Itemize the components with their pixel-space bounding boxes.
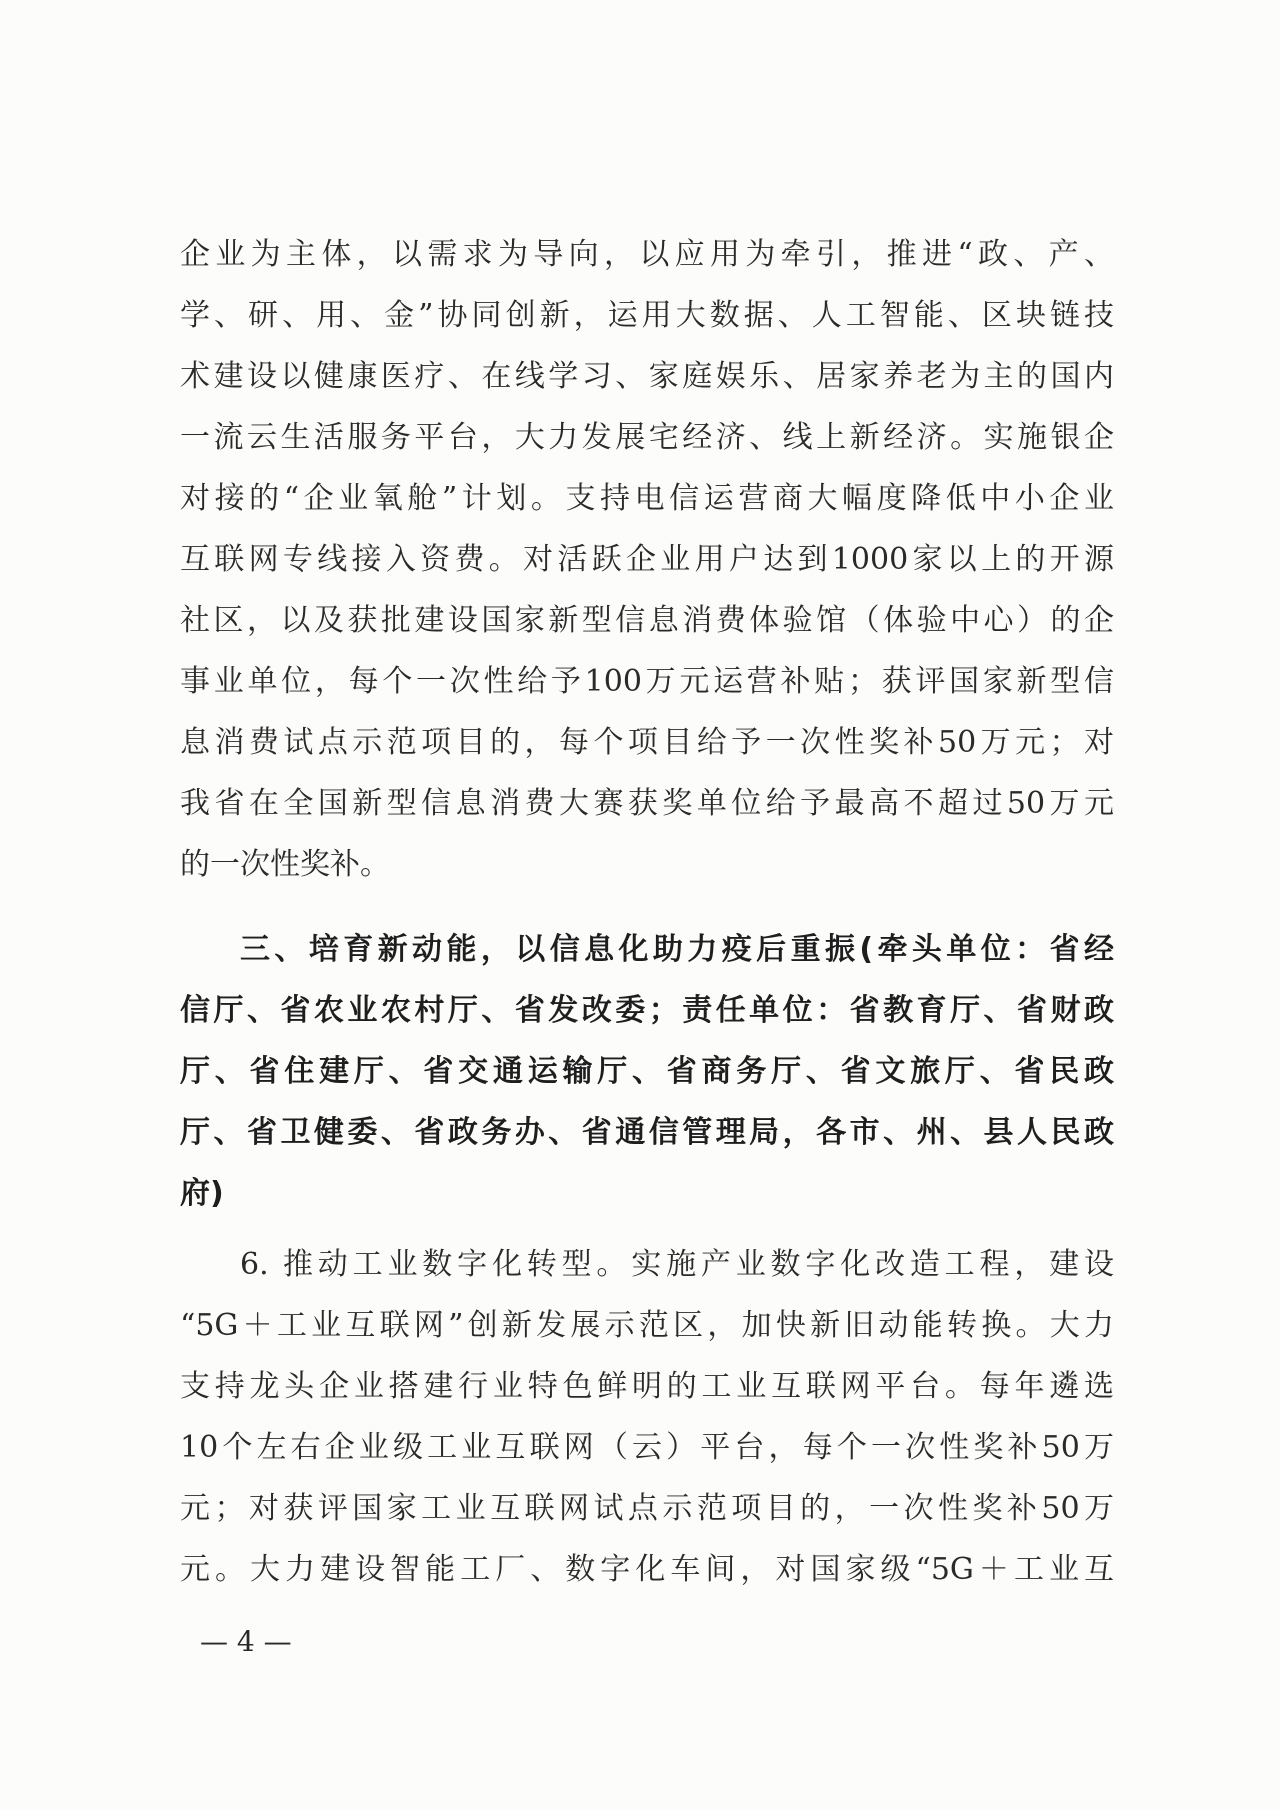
body-text-line: 息消费试点示范项目的，每个项目给予一次性奖补50万元；对 — [180, 725, 1114, 760]
body-text-line: 事业单位，每个一次性给予100万元运营补贴；获评国家新型信 — [180, 664, 1114, 699]
section-heading-line: 厅、省住建厅、省交通运输厅、省商务厅、省文旅厅、省民政 — [180, 1054, 1114, 1089]
body-text-line: 的一次性奖补。 — [180, 847, 390, 882]
body-text-line: 元；对获评国家工业互联网试点示范项目的，一次性奖补50万 — [180, 1491, 1114, 1526]
body-text-line: 6. 推动工业数字化转型。实施产业数字化改造工程，建设 — [240, 1247, 1114, 1282]
body-text-line: 一流云生活服务平台，大力发展宅经济、线上新经济。实施银企 — [180, 420, 1114, 455]
body-text-line: 互联网专线接入资费。对活跃企业用户达到1000家以上的开源 — [180, 542, 1114, 577]
body-text-line: 10个左右企业级工业互联网（云）平台，每个一次性奖补50万 — [180, 1430, 1114, 1465]
section-heading-line: 厅、省卫健委、省政务办、省通信管理局，各市、州、县人民政 — [180, 1115, 1114, 1150]
body-text-line: 学、研、用、金”协同创新，运用大数据、人工智能、区块链技 — [180, 298, 1114, 333]
body-text-line: 对接的“企业氧舱”计划。支持电信运营商大幅度降低中小企业 — [180, 481, 1114, 516]
body-text-line: 我省在全国新型信息消费大赛获奖单位给予最高不超过50万元 — [180, 786, 1114, 821]
body-text-line: 社区，以及获批建设国家新型信息消费体验馆（体验中心）的企 — [180, 603, 1114, 638]
body-text-line: 元。大力建设智能工厂、数字化车间，对国家级“5G＋工业互 — [180, 1552, 1114, 1587]
body-text-line: 术建设以健康医疗、在线学习、家庭娱乐、居家养老为主的国内 — [180, 359, 1114, 394]
section-heading-line: 三、培育新动能，以信息化助力疫后重振(牵头单位：省经 — [240, 932, 1114, 967]
section-heading-line: 信厅、省农业农村厅、省发改委；责任单位：省教育厅、省财政 — [180, 993, 1114, 1028]
page-number: — 4 — — [200, 1625, 292, 1658]
body-text-line: 支持龙头企业搭建行业特色鲜明的工业互联网平台。每年遴选 — [180, 1369, 1114, 1404]
body-text-line: “5G＋工业互联网”创新发展示范区，加快新旧动能转换。大力 — [180, 1308, 1114, 1343]
section-heading-line: 府) — [180, 1176, 224, 1211]
body-text-line: 企业为主体，以需求为导向，以应用为牵引，推进“政、产、 — [180, 237, 1114, 272]
